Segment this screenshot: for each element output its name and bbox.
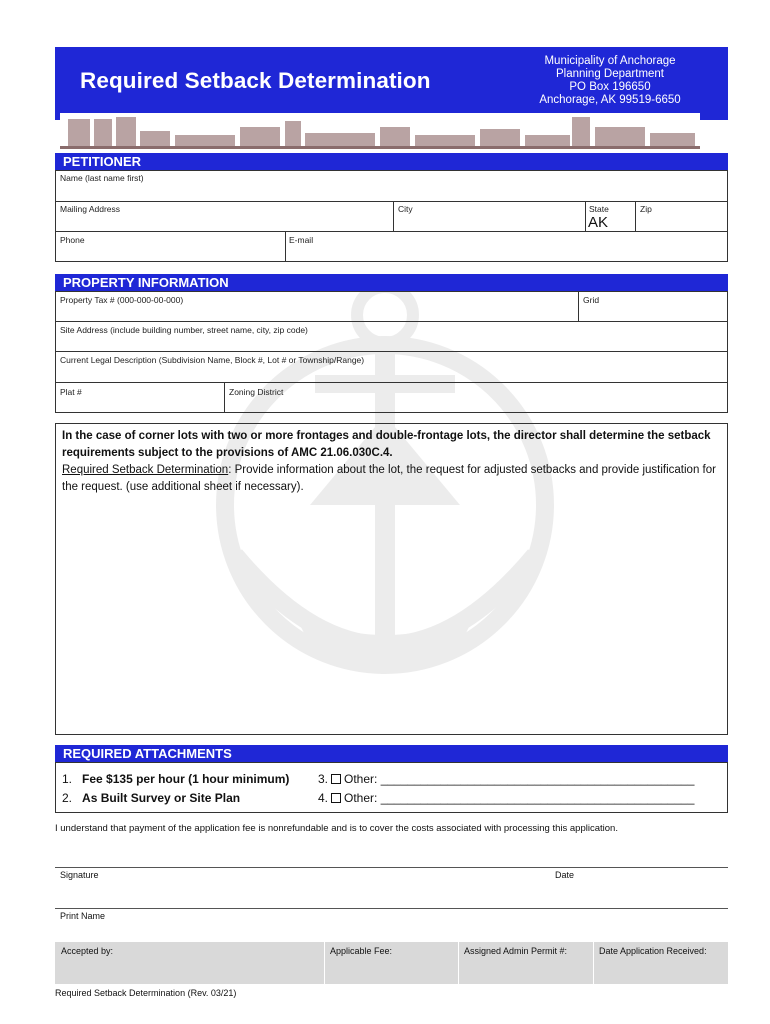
department-address xyxy=(510,55,710,107)
other-1-checkbox[interactable] xyxy=(331,774,341,784)
survey-text: As Built Survey or Site Plan xyxy=(82,791,241,805)
other-2-field[interactable]: Other: _______________________________________________ xyxy=(344,791,695,805)
other-1-field[interactable]: Other: _______________________________________________ xyxy=(344,772,695,786)
item-number: 4. xyxy=(318,791,329,805)
attachments-heading: REQUIRED ATTACHMENTS xyxy=(55,745,728,762)
plat-field[interactable]: Plat # xyxy=(60,387,82,397)
petitioner-heading: PETITIONER xyxy=(55,153,728,170)
property-heading: PROPERTY INFORMATION xyxy=(55,274,728,291)
name-field[interactable]: Name (last name first) xyxy=(60,173,144,183)
print-name-line[interactable] xyxy=(55,908,728,909)
state-field[interactable]: AK xyxy=(588,214,609,231)
other-2-checkbox[interactable] xyxy=(331,793,341,803)
property-tax-field[interactable]: Property Tax # (000-000-00-000) xyxy=(60,295,184,305)
signature-line[interactable] xyxy=(55,867,728,868)
fee-text: Fee $135 per hour (1 hour minimum) xyxy=(82,772,290,786)
instructions-rest: : Provide information about the lot, the request for adjusted setbacks and provide justification for the request. (use additional sheet if necessary). xyxy=(62,464,716,493)
print-name-label: Print Name xyxy=(60,911,106,921)
item-number: 3. xyxy=(318,772,329,786)
site-address-field[interactable]: Site Address (include building number, street name, city, zip code) xyxy=(60,325,308,335)
mailing-address-field[interactable]: Mailing Address xyxy=(60,204,121,214)
applicable-fee-field[interactable]: Applicable Fee: xyxy=(330,946,393,956)
email-field[interactable]: E-mail xyxy=(289,235,314,245)
signature-label: Signature xyxy=(60,870,99,880)
city-field[interactable]: City xyxy=(398,204,413,214)
state-field-label: State xyxy=(589,204,609,214)
phone-field[interactable]: Phone xyxy=(60,235,85,245)
attachment-other-1 xyxy=(318,772,694,786)
zip-field[interactable]: Zip xyxy=(640,204,652,214)
grid-field[interactable]: Grid xyxy=(583,295,600,305)
city-skyline-image xyxy=(60,113,700,153)
property-section xyxy=(55,291,728,413)
form-title: Required Setback Determination xyxy=(80,68,431,93)
item-number: 2. xyxy=(62,791,73,805)
corner-lot-rule: In the case of corner lots with two or more frontages and double-frontage lots, the director shall determine the setback requirements subject to the provisions of AMC 21.06.030C.4. xyxy=(62,430,711,459)
petitioner-section xyxy=(55,170,728,262)
item-number: 1. xyxy=(62,772,73,786)
zoning-district-field[interactable]: Zoning District xyxy=(229,387,284,397)
legal-description-field[interactable]: Current Legal Description (Subdivision Name, Block #, Lot # or Township/Range) xyxy=(60,355,365,365)
admin-permit-field[interactable]: Assigned Admin Permit #: xyxy=(464,946,568,956)
fee-statement: I understand that payment of the application fee is nonrefundable and is to cover the costs associated with processing this application. xyxy=(55,823,618,834)
setback-determination-label: Required Setback Determination xyxy=(62,464,229,476)
accepted-by-field[interactable]: Accepted by: xyxy=(61,946,114,956)
footer-revision: Required Setback Determination (Rev. 03/21) xyxy=(55,988,237,998)
instructions-text xyxy=(62,428,722,496)
attachments-section xyxy=(55,762,728,813)
date-received-field[interactable]: Date Application Received: xyxy=(599,946,707,956)
address-line: Planning Department xyxy=(555,68,665,80)
attachment-survey xyxy=(62,791,240,805)
address-line: PO Box 196650 xyxy=(569,81,651,93)
address-line: Anchorage, AK 99519-6650 xyxy=(539,94,681,106)
address-line: Municipality of Anchorage xyxy=(544,55,676,67)
date-label: Date xyxy=(555,870,575,880)
attachment-other-2 xyxy=(318,791,694,805)
attachment-fee xyxy=(62,772,289,786)
